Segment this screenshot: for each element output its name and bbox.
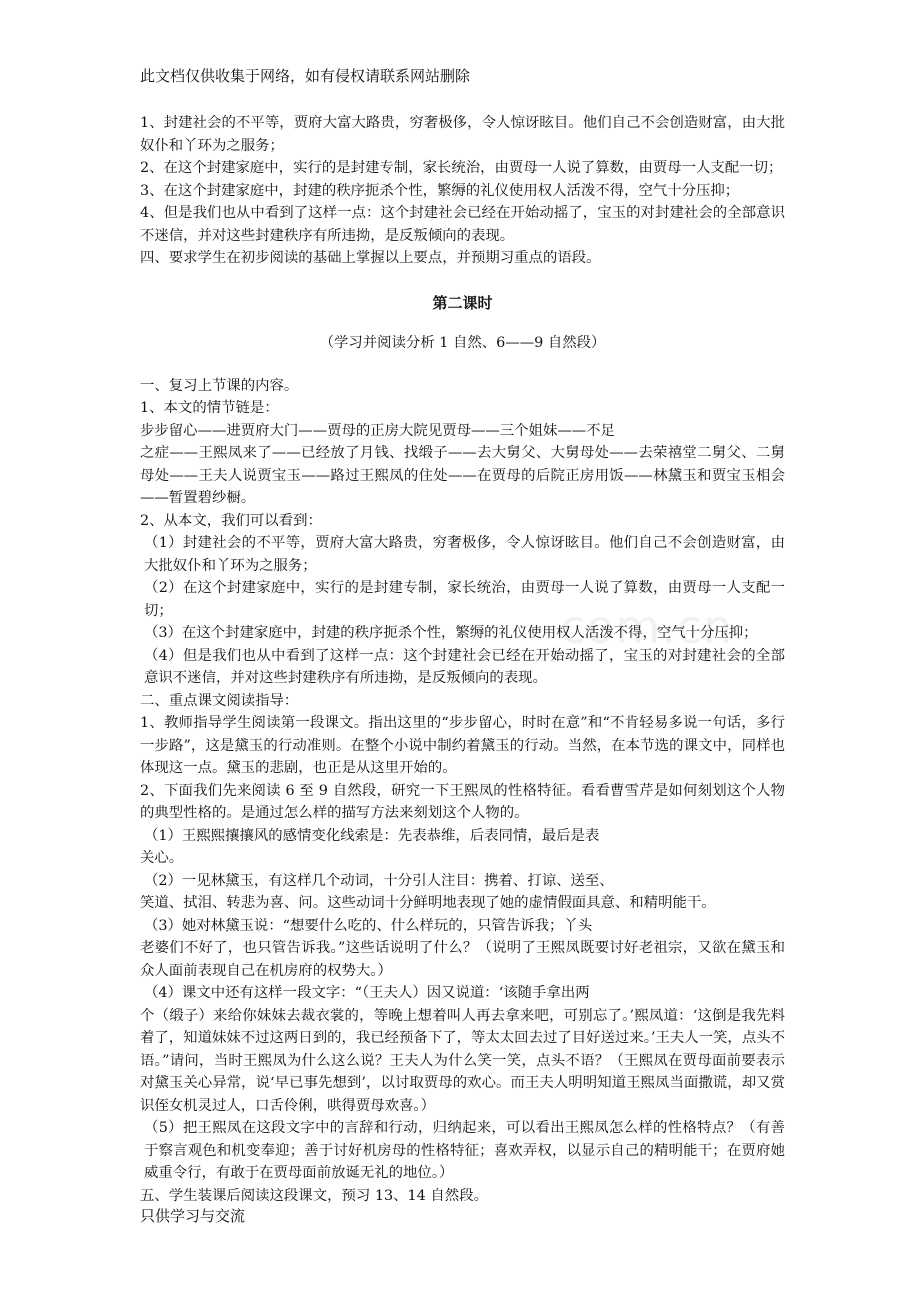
- summary-section: [140, 112, 785, 270]
- page-footer: 只供学习与交流: [140, 1207, 246, 1225]
- paragraph: 之症——王熙凤来了——已经放了月钱、找缎子——去大舅父、大舅母处——去荣禧堂二舅父、二舅母处——王夫人说贾宝玉——路过王熙凤的住处——在贾母的后院正房用饭——林黛玉和贾宝玉相会——暂置碧纱橱。: [140, 445, 785, 506]
- paragraph: 一、复习上节课的内容。: [140, 377, 299, 394]
- paragraph: （1）封建社会的不平等，贾府大富大路贵，穷奢极侈，令人惊讶眩目。他们自己不会创造财富，由大批奴仆和丫环为之服务；: [144, 535, 785, 574]
- analysis-section: [140, 825, 785, 1185]
- paragraph: （2）在这个封建家庭中，实行的是封建专制，家长统治，由贾母一人说了算数，由贾母一人支配一切；: [144, 580, 785, 619]
- paragraph: 笑道、拭泪、转悲为喜、问。这些动词十分鲜明地表现了她的虚情假面具意、和精明能干。: [140, 895, 716, 911]
- lesson-subheading: （学习并阅读分析 1 自然、6——9 自然段）: [319, 335, 606, 351]
- points-section: [140, 532, 785, 690]
- paragraph: 1、教师指导学生阅读第一段课文。指出这里的“步步留心，时时在意”和“不肯轻易多说一句话，多行一步路”，这是黛玉的行动准则。在整个小说中制约着黛玉的行动。当然，在本节选的课文中，同样也体现这一点。黛玉的悲剧，也正是从这里开始的。: [140, 715, 785, 776]
- paragraph: （4）但是我们也从中看到了这样一点：这个封建社会已经在开始动摇了，宝玉的对封建社会的全部意识不迷信，并对这些封建秩序有所违拗，是反叛倾向的表现。: [144, 647, 785, 686]
- paragraph: 2、在这个封建家庭中，实行的是封建专制，家长统治，由贾母一人说了算数，由贾母一人支配一切；: [140, 160, 783, 176]
- paragraph: 步步留心——进贾府大门——贾母的正房大院见贾母——三个姐妹——不足: [140, 422, 615, 439]
- paragraph: （4）课文中还有这样一段文字：“（王夫人）因又说道：‘该随手拿出两: [144, 985, 590, 1001]
- paragraph: 老婆们不好了，也只管告诉我。”这些话说明了什么？（说明了王熙凤既要讨好老祖宗，又欲在黛玉和众人面前表现自己在机房府的权势大。）: [140, 940, 785, 979]
- paragraph: 个（缎子）来给你妹妹去裁衣裳的，等晚上想着叫人再去拿来吧，可别忘了。’熙凤道：‘这倒是我先料着了，知道妹妹不过这两日到的，我已经预备下了，等太太回去过了目好送过来。’王夫人一笑，点头不语。”请问，当时王熙凤为什么这么说？王夫人为什么笑一笑，点头不语？（王熙凤在贾母面前要表示对黛玉关心异常，说‘早已事先想到’，以讨取贾母的欢心。而王夫人明明知道王熙凤当面撒谎，却又赏识侄女机灵过人，口舌伶俐，哄得贾母欢喜。）: [140, 1007, 785, 1114]
- document-body: [140, 112, 785, 1207]
- paragraph: 4、但是我们也从中看到了这样一点：这个封建社会已经在开始动摇了，宝玉的对封建社会的全部意识不迷信，并对这些封建秩序有所违拗，是反叛倾向的表现。: [140, 205, 785, 244]
- watermark: com.cn: [560, 600, 734, 654]
- paragraph: （1）王熙熙攘攘风的感情变化线索是：先表恭维，后表同情，最后是表: [144, 827, 600, 844]
- paragraph: 2、从本文，我们可以看到：: [140, 512, 322, 529]
- paragraph: 二、重点课文阅读指导：: [140, 692, 299, 709]
- paragraph: （2）一见林黛玉，有这样几个动词，十分引人注目：携着、打谅、送至、: [144, 872, 614, 889]
- paragraph: 四、要求学生在初步阅读的基础上掌握以上要点，并预期习重点的语段。: [140, 250, 601, 266]
- review-section: [140, 375, 785, 533]
- paragraph: 关心。: [140, 850, 184, 866]
- paragraph: （3）她对林黛玉说：“想要什么吃的、什么样玩的，只管告诉我；丫头: [144, 917, 593, 934]
- lesson-heading: 第二课时: [432, 293, 493, 312]
- guidance-section: [140, 690, 785, 825]
- paragraph: 1、封建社会的不平等，贾府大富大路贵，穷奢极侈，令人惊讶眩目。他们自己不会创造财富，由大批奴仆和丫环为之服务；: [140, 115, 785, 154]
- paragraph: 2、下面我们先来阅读 6 至 9 自然段，研究一下王熙凤的性格特征。看看曹雪芹是如何刻划这个人物的典型性格的。是通过怎么样的描写方法来刻划这个人物的。: [140, 782, 785, 821]
- closing-paragraph: 五、学生装课后阅读这段课文，预习 13、14 自然段。: [140, 1187, 488, 1204]
- paragraph: （3）在这个封建家庭中，封建的秩序扼杀个性，繁缛的礼仪使用权人活泼不得，空气十分压抑；: [144, 625, 758, 641]
- paragraph: 3、在这个封建家庭中，封建的秩序扼杀个性，繁缛的礼仪使用权人活泼不得，空气十分压抑；: [140, 182, 740, 199]
- page-header: 此文档仅供收集于网络，如有侵权请联系网站删除: [140, 67, 471, 85]
- paragraph: 1、本文的情节链是：: [140, 400, 279, 416]
- paragraph: （5）把王熙凤在这段文字中的言辞和行动，归纳起来，可以看出王熙凤怎么样的性格特点？（有善于察言观色和机变奉迎；善于讨好机房母的性格特征；喜欢弄权，以显示自己的精明能干；在贾府她威重令行，有敢于在贾母面前放诞无礼的地位。）: [144, 1120, 785, 1181]
